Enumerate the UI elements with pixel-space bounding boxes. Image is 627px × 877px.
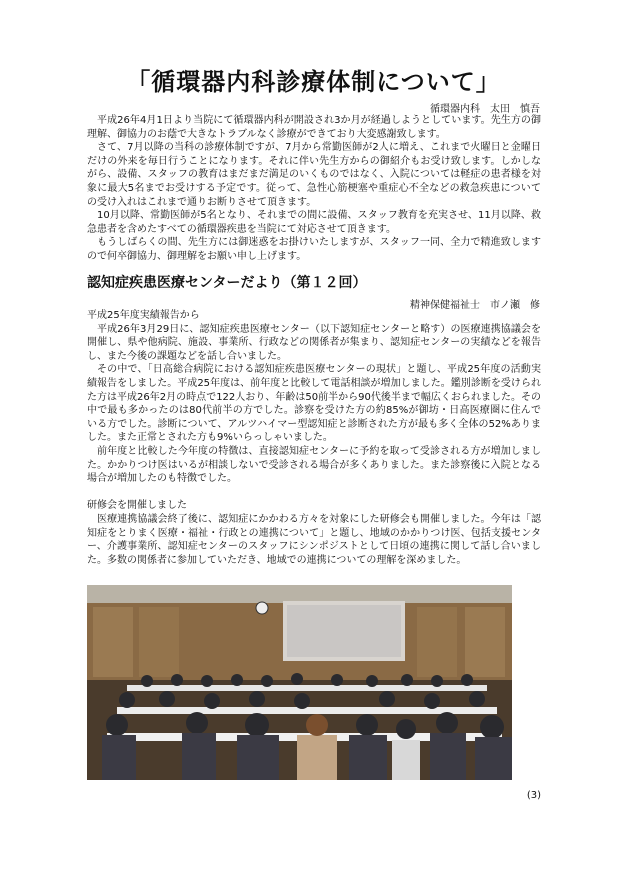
- section-body: [87, 309, 541, 567]
- paragraph: 10月以降、常勤医師が5名となり、それまでの間に設備、スタッフ教育を充実させ、11月以降、救急患者を含めたすべての循環器疾患を当院にて対応させて頂きます。: [87, 210, 541, 235]
- paragraph: もうしばらくの間、先生方には御迷惑をお掛けいたしますが、スタッフ一同、全力で精進致しますので何卒御協力、御理解をお願い申し上げます。: [87, 237, 541, 262]
- section-author: 精神保健福祉士 市ノ瀬 修: [410, 300, 540, 311]
- paragraph: 平成26年3月29日に、認知症疾患医療センター（以下認知症センターと略す）の医療連携協議会を開催し、県や他病院、施設、事業所、行政などの関係者が集まり、認知症センターの実績などを報告し、また今後の課題などを話し合いました。: [87, 323, 541, 362]
- paragraph: その中で、「日高総合病院における認知症疾患医療センターの現状」と題し、平成25年度の活動実績報告をしました。平成25年度は、前年度と比較して電話相談が増加しました。鑑別診断を受けられた方は平成26年2月の時点で122人おり、年齢は50前半から90代後半まで幅広くおられました。その中で最も多かったのは80代前半の方でした。診察を受けた方の約85%が御坊・日高医療圏に住んでいる方でした。診断について、アルツハイマー型認知症と診断された方が最も多く全体の52%ありました。また正常とされた方も9%いらっしゃいました。: [87, 364, 541, 444]
- paragraph: 医療連携協議会終了後に、認知症にかかわる方々を対象にした研修会も開催しました。今年は「認知症をとりまく医療・福祉・行政との連携について」と題し、地域のかかりつけ医、包括支援センター、介護事業所、認知症センターのスタッフにシンポジストとして日頃の連携に関して話し合いました。多数の関係者に参加していただき、地域での連携についての理解を深めました。: [87, 513, 541, 566]
- article-title: 「循環器内科診療体制について」: [126, 68, 501, 96]
- section-title: 認知症疾患医療センターだより（第１２回）: [87, 275, 367, 291]
- paragraph: さて、7月以降の当科の診療体制ですが、7月から常勤医師が2人に増え、これまで火曜日と金曜日だけの外来を毎日行うことになります。それに伴い先生方からの御紹介もお受け致します。しかしながら、設備、スタッフの教育はまだまだ満足のいくものではなく、入院については軽症の患者様を対象に最大5名までお受けする予定です。従って、急性心筋梗塞や重症心不全などの救急疾患についての受け入れはこれまで通りお断りさせて頂きます。: [87, 142, 541, 208]
- seminar-photo-illustration: [87, 585, 512, 780]
- article-body: [87, 114, 541, 264]
- paragraph: 前年度と比較した今年度の特徴は、直接認知症センターに予約を取って受診される方が増加しました。かかりつけ医はいるが相談しないで受診される場合が多くありました。また診察後に入院となる場合が増加したのも特徴でした。: [87, 445, 541, 485]
- paragraph: 平成26年4月1日より当院にて循環器内科が開設され3か月が経過しようとしています。先生方の御理解、御協力のお蔭で大きなトラブルなく診療ができており大変感謝致します。: [87, 115, 541, 140]
- page-number: (3): [526, 790, 541, 801]
- seminar-photo: [87, 585, 512, 780]
- subheading: 平成25年度実績報告から: [87, 310, 200, 321]
- article-author: 循環器内科 太田 慎吾: [430, 104, 540, 115]
- subheading: 研修会を開催しました: [87, 500, 187, 512]
